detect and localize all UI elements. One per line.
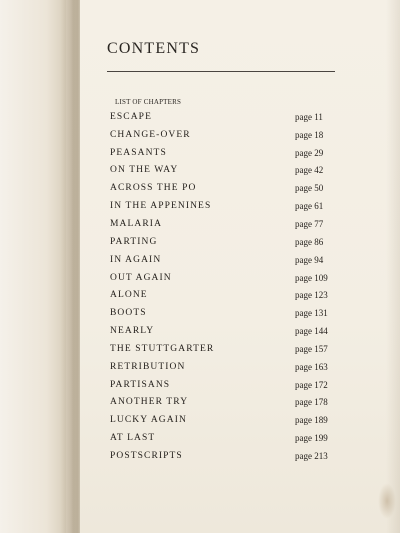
chapter-row — [110, 251, 335, 269]
chapter-row — [110, 108, 335, 126]
chapter-title: BOOTS — [110, 308, 147, 319]
chapter-page: page 213 — [295, 450, 328, 461]
chapter-title: IN THE APPENINES — [110, 201, 212, 212]
chapter-title: ESCAPE — [110, 111, 152, 122]
chapter-row — [110, 447, 335, 465]
chapter-title: ANOTHER TRY — [110, 397, 189, 408]
chapter-title: CHANGE-OVER — [110, 129, 191, 140]
chapter-page: page 123 — [295, 290, 328, 301]
chapter-page: page 61 — [295, 201, 324, 212]
chapter-page: page 42 — [295, 165, 324, 176]
chapter-page: page 178 — [295, 397, 328, 408]
chapter-page: page 163 — [295, 361, 328, 372]
page-edge-shadow — [386, 0, 400, 533]
chapter-title: PARTING — [110, 236, 158, 247]
chapter-list — [110, 108, 335, 465]
page-title: CONTENTS — [107, 40, 201, 57]
chapter-page: page 109 — [295, 272, 328, 283]
chapter-title: RETRIBUTION — [110, 361, 186, 372]
left-page-edge — [0, 0, 66, 533]
chapter-page: page 29 — [295, 147, 324, 158]
chapter-title: ACROSS THE PO — [110, 183, 197, 194]
chapter-row — [110, 429, 335, 447]
chapter-title: AT LAST — [110, 433, 156, 444]
chapter-page: page 199 — [295, 433, 328, 444]
page-stain — [378, 483, 396, 519]
chapter-row — [110, 322, 335, 340]
chapter-row — [110, 358, 335, 376]
chapter-row — [110, 233, 335, 251]
chapter-page: page 144 — [295, 326, 328, 337]
chapter-row — [110, 197, 335, 215]
chapter-page: page 131 — [295, 308, 328, 319]
chapter-title: PARTISANS — [110, 379, 171, 390]
chapter-title: IN AGAIN — [110, 254, 162, 265]
chapter-page: page 11 — [295, 111, 323, 122]
chapter-title: PEASANTS — [110, 147, 167, 158]
chapter-row — [110, 269, 335, 287]
chapter-title: POSTSCRIPTS — [110, 450, 183, 461]
chapter-title: ON THE WAY — [110, 165, 179, 176]
chapter-page: page 86 — [295, 236, 324, 247]
chapter-row — [110, 126, 335, 144]
chapter-page: page 172 — [295, 379, 328, 390]
title-rule — [107, 71, 335, 72]
chapter-page: page 157 — [295, 343, 328, 354]
chapter-page: page 18 — [295, 129, 324, 140]
chapter-row — [110, 304, 335, 322]
chapter-title: MALARIA — [110, 218, 163, 229]
chapter-page: page 50 — [295, 183, 324, 194]
chapter-row — [110, 179, 335, 197]
chapter-row — [110, 394, 335, 412]
list-heading: LIST OF CHAPTERS — [115, 98, 182, 106]
chapter-row — [110, 144, 335, 162]
chapter-row — [110, 411, 335, 429]
chapter-row — [110, 215, 335, 233]
chapter-page: page 77 — [295, 218, 324, 229]
chapter-page: page 189 — [295, 415, 328, 426]
chapter-row — [110, 340, 335, 358]
chapter-title: ALONE — [110, 290, 148, 301]
chapter-page: page 94 — [295, 254, 324, 265]
chapter-row — [110, 376, 335, 394]
chapter-title: NEARLY — [110, 326, 155, 337]
chapter-title: LUCKY AGAIN — [110, 415, 187, 426]
chapter-title: THE STUTTGARTER — [110, 343, 215, 354]
chapter-title: OUT AGAIN — [110, 272, 172, 283]
chapter-row — [110, 286, 335, 304]
chapter-row — [110, 162, 335, 180]
